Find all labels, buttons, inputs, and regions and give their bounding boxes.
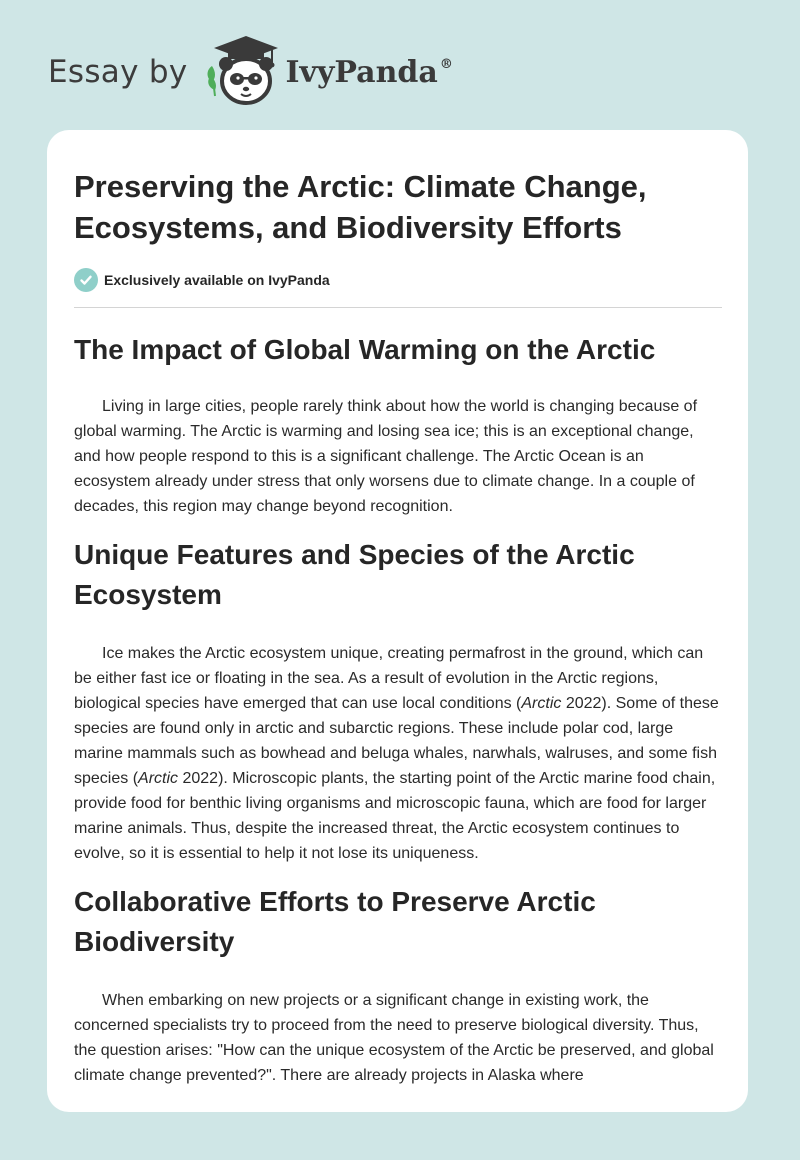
trademark-symbol: ® [439,56,453,72]
panda-logo-icon[interactable] [202,34,282,110]
title-divider [74,307,722,308]
section-heading-unique-features: Unique Features and Species of the Arctic Ecosystem [74,539,635,610]
section-paragraph-collaborative-efforts: When embarking on new projects or a significant change in existing work, the concerned specialists try to proceed from the need to preserve biological diversity. Thus, the question arises: "How can the unique ecosystem of the Arctic be preserved, and global climate change prevented?". There are already projects in Alaska where [74,992,714,1084]
essay-by-label: Essay by [48,54,188,90]
section-heading-collaborative-efforts: Collaborative Efforts to Preserve Arctic Biodiversity [74,886,596,957]
brand-name[interactable]: IvyPanda ® [285,54,453,90]
section-paragraph-global-warming: Living in large cities, people rarely think about how the world is changing because of global warming. The Arctic is warming and losing sea ice; this is an exceptional change, and how people respond to this is a significant challenge. The Arctic Ocean is an ecosystem already under stress that only worsens due to climate change. In a couple of decades, this region may change beyond recognition. [74,398,698,515]
section-heading-global-warming: The Impact of Global Warming on the Arctic [74,334,656,365]
site-header [48,34,453,110]
exclusive-badge [74,266,722,294]
essay-title: Preserving the Arctic: Climate Change, Ecosystems, and Biodiversity Efforts [74,169,647,245]
citation-arctic: Arctic [521,695,562,712]
exclusive-badge-text: Exclusively available on IvyPanda [104,272,330,288]
checkmark-icon [74,268,98,292]
section-paragraph-unique-features: Ice makes the Arctic ecosystem unique, creating permafrost in the ground, which can be either fast ice or floating in the sea. As a result of evolution in the Arctic regions, biological species have emerged that can use local conditions (Arctic 2022). Some of these species are found only in arctic and subarctic regions. These include polar cod, large marine mammals such as bowhead and beluga whales, narwhals, walruses, and some fish species (Arctic 2022). Microscopic plants, the starting point of the Arctic marine food chain, provide food for benthic living organisms and microscopic fauna, which are food for larger marine animals. Thus, despite the increased threat, the Arctic ecosystem continues to evolve, so it is essential to help it not lose its uniqueness. [74,645,719,862]
citation-arctic: Arctic [138,770,179,787]
leaf-icon [207,66,215,96]
essay-card [47,130,748,1112]
